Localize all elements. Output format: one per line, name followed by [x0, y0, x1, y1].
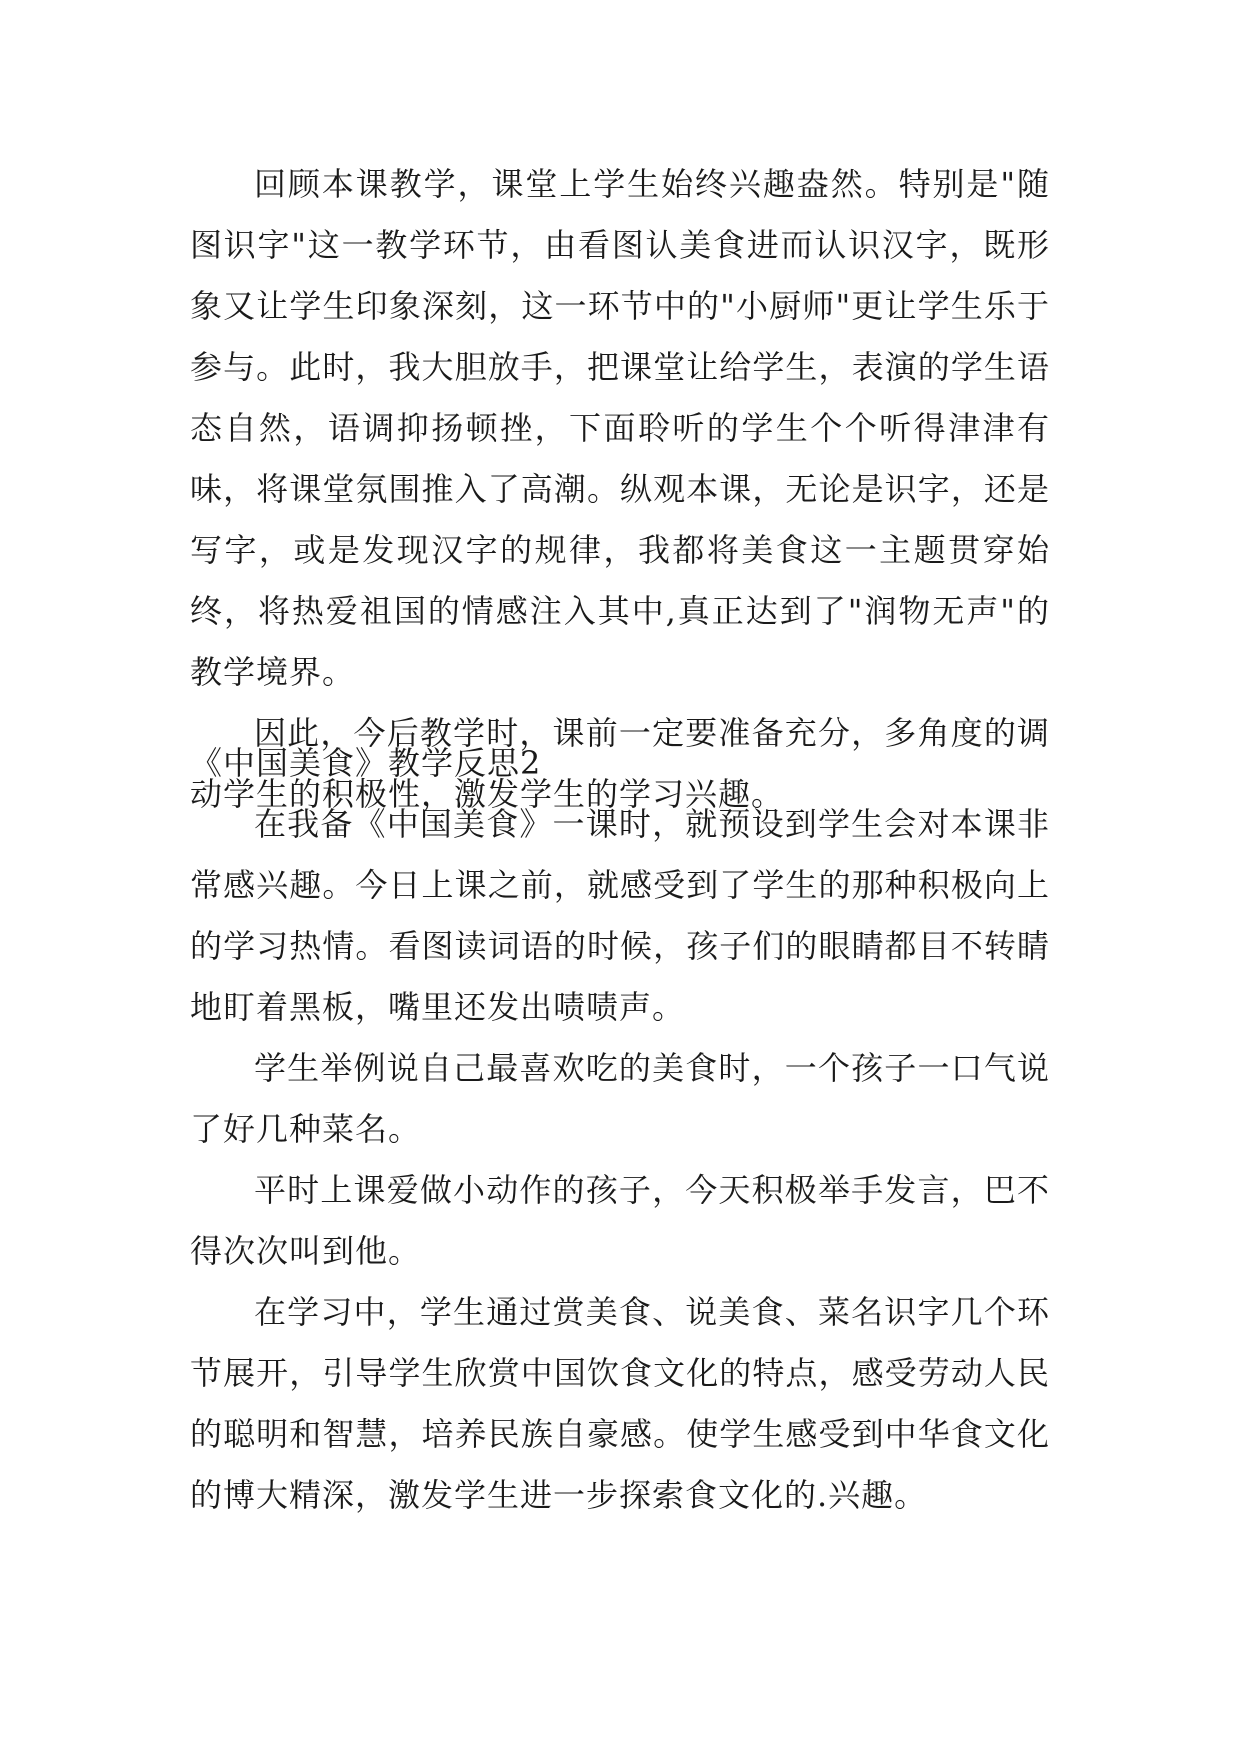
paragraph: 在学习中，学生通过赏美食、说美食、菜名识字几个环节展开，引导学生欣赏中国饮食文化的特点，感受劳动人民的聪明和智慧，培养民族自豪感。使学生感受到中华食文化的博大精深，激发学生进一步探索食文化的.兴趣。	[190, 1293, 1050, 1514]
paragraph: 平时上课爱做小动作的孩子，今天积极举手发言，巴不得次次叫到他。	[190, 1171, 1050, 1270]
section-2	[190, 733, 1050, 1526]
paragraph: 在我备《中国美食》一课时，就预设到学生会对本课非常感兴趣。今日上课之前，就感受到了学生的那种积极向上的学习热情。看图读词语的时候，孩子们的眼睛都目不转睛地盯着黑板，嘴里还发出啧啧声。	[190, 805, 1050, 1026]
paragraph: 学生举例说自己最喜欢吃的美食时，一个孩子一口气说了好几种菜名。	[190, 1049, 1050, 1148]
paragraph: 因此，今后教学时，课前一定要准备充分，多角度的调动学生的积极性，激发学生的学习兴趣。	[190, 714, 1050, 813]
section-1	[190, 154, 1050, 825]
paragraph: 回顾本课教学，课堂上学生始终兴趣盎然。特别是"随图识字"这一教学环节，由看图认美食进而认识汉字，既形象又让学生印象深刻，这一环节中的"小厨师"更让学生乐于参与。此时，我大胆放手，把课堂让给学生，表演的学生语态自然，语调抑扬顿挫，下面聆听的学生个个听得津津有味，将课堂氛围推入了高潮。纵观本课，无论是识字，还是写字，或是发现汉字的规律，我都将美食这一主题贯穿始终，将热爱祖国的情感注入其中,真正达到了"润物无声"的教学境界。	[190, 165, 1050, 691]
section-heading: 《中国美食》教学反思2	[190, 744, 542, 782]
